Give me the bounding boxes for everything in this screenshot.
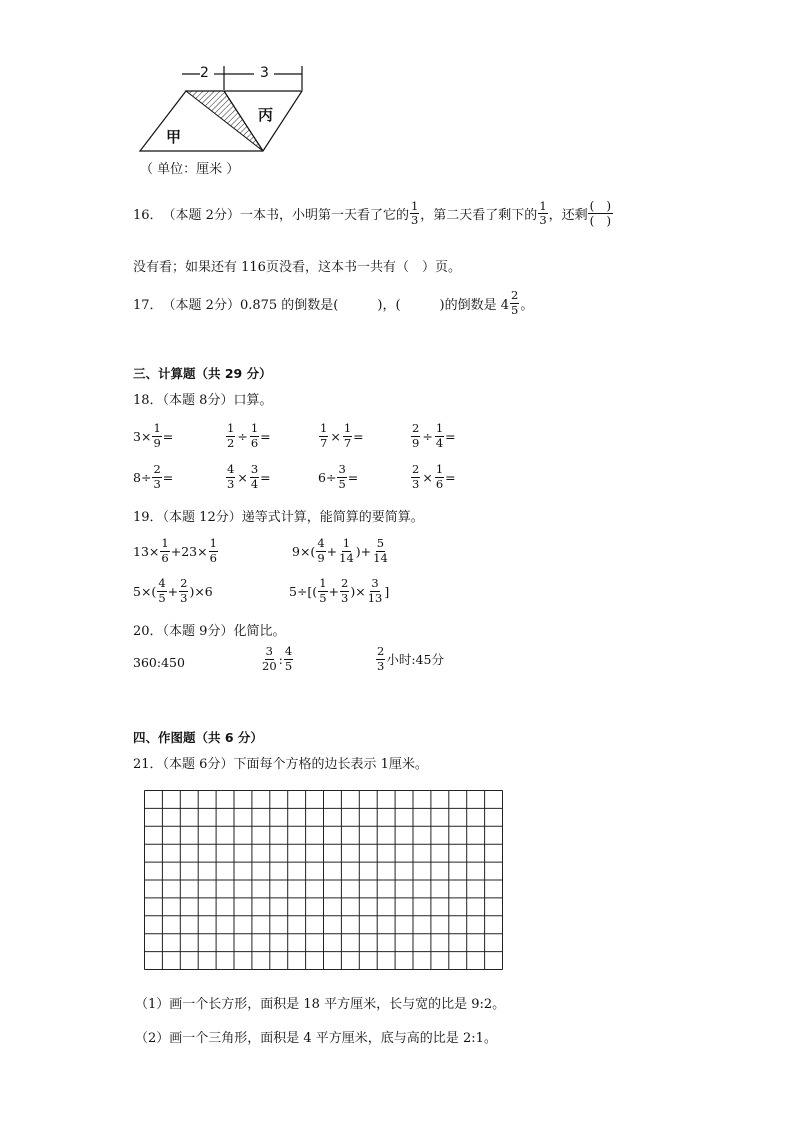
question-18-header: [133, 389, 272, 408]
ratio-2: $\frac{3}{20}$ : $\frac{4}{5}$: [262, 644, 293, 673]
section-heading: 三、计算题（共 29 分）: [133, 366, 272, 381]
question-17: [133, 290, 533, 316]
unit-note: （ 单位：厘米 ）: [140, 162, 240, 177]
question-16-line2: 没有看；如果还有 116页没看，这本书一共有（ ）页。: [133, 260, 461, 275]
section-heading: 四、作图题（共 6 分）: [133, 730, 263, 745]
oral-calc-item: $\frac{1}{2}$ ÷ $\frac{1}{6}$ =: [227, 421, 271, 450]
question-text: 口算。: [233, 393, 273, 408]
expression-4: 5÷[( $\frac{1}{5}$ + $\frac{2}{3}$ )× $\frac{3}{13}$ ]: [289, 576, 390, 605]
drawing-task-2: （2）画一个三角形，面积是 4 平方厘米，底与高的比是 2:1。: [135, 1031, 497, 1046]
oral-calc-item: 8÷ $\frac{2}{3}$ =: [133, 462, 174, 491]
question-number: 20．: [133, 624, 163, 639]
oral-calc-item: 3× $\frac{1}{9}$ =: [133, 421, 174, 450]
drawing-task-1: （1）画一个长方形，面积是 18 平方厘米，长与宽的比是 9:2。: [135, 997, 506, 1012]
region-label-jia: 甲: [166, 128, 182, 146]
question-16-line1: [133, 200, 613, 227]
fraction: $\frac{2}{5}$: [511, 288, 519, 317]
expression-1: 13× $\frac{1}{6}$ +23× $\frac{1}{6}$: [133, 536, 217, 565]
question-19-header: [133, 506, 424, 525]
question-score: （本题 2分）: [162, 297, 240, 313]
question-score: （本题 2分）: [162, 208, 240, 223]
dimension-label-right: 3: [260, 65, 269, 81]
question-text: ，还剩: [548, 208, 588, 223]
question-20-header: [133, 620, 285, 639]
question-text: 化简比。: [233, 624, 286, 639]
oral-calc-item: $\frac{4}{3}$ × $\frac{3}{4}$ =: [227, 462, 271, 491]
question-number: 16．: [133, 208, 163, 223]
question-text: 0.875 的倒数是( )，( )的倒数是 4: [239, 297, 509, 313]
expression-3: 5×( $\frac{4}{5}$ + $\frac{2}{3}$ )×6: [133, 576, 213, 605]
dimension-label-left: 2: [200, 65, 209, 81]
question-number: 17．: [133, 297, 163, 313]
region-label-bing: 丙: [258, 106, 274, 124]
question-21-header: [133, 753, 428, 772]
square-grid[interactable]: [144, 790, 504, 971]
drawing-grid[interactable]: [144, 790, 504, 971]
question-score: （本题 12分）: [162, 510, 242, 525]
oral-calc-item: $\frac{1}{7}$ × $\frac{1}{7}$ =: [320, 421, 364, 450]
fraction: $\frac{1}{3}$: [410, 198, 419, 227]
question-text: 一本书，小明第一天看了它的: [239, 208, 409, 223]
question-number: 18．: [133, 393, 163, 408]
oral-calc-item: $\frac{2}{3}$ × $\frac{1}{6}$ =: [412, 462, 456, 491]
oral-calc-item: $\frac{2}{9}$ ÷ $\frac{1}{4}$ =: [412, 421, 456, 450]
question-number: 19．: [133, 510, 163, 525]
parallelogram-diagram: [130, 62, 320, 178]
question-number: 21．: [133, 757, 163, 772]
question-score: （本题 6分）: [162, 757, 234, 772]
question-score: （本题 8分）: [162, 393, 234, 408]
ratio-1: 360:450: [133, 655, 185, 670]
answer-blank-fraction: $\frac{( )}{( )}$: [589, 199, 612, 228]
question-text: 。: [520, 297, 534, 313]
fraction: $\frac{1}{3}$: [539, 198, 547, 227]
question-score: （本题 9分）: [162, 624, 234, 639]
question-text: 递等式计算，能简算的要简算。: [241, 510, 424, 525]
ratio-3: $\frac{2}{3}$ 小时:45分: [377, 644, 444, 673]
question-text: ，第二天看了剩下的: [420, 208, 538, 223]
oral-calc-item: 6÷ $\frac{3}{5}$ =: [318, 462, 359, 491]
expression-2: 9×( $\frac{4}{9}$ + $\frac{1}{14}$ )+ $\frac{5}{14}$: [292, 536, 388, 565]
question-text: 下面每个方格的边长表示 1厘米。: [233, 757, 428, 772]
